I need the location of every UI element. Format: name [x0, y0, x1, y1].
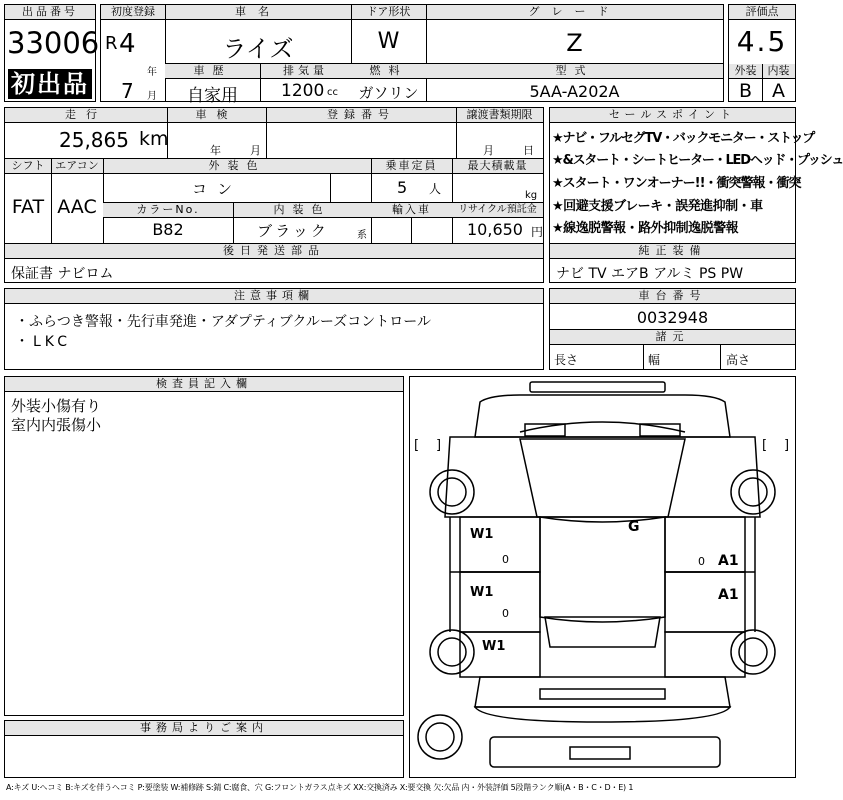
first-reg-era: R — [105, 33, 118, 54]
door-label: ドア形状 — [351, 5, 426, 20]
mark-a1-front: A1 — [718, 553, 739, 569]
interior-score: A — [772, 80, 785, 102]
sales-point-line-5: ★線逸脱警報・路外抑制逸脱警報 — [552, 221, 739, 236]
vehicle-name: ライズ — [222, 35, 294, 63]
genuine-equipment-label: 純正装備 — [550, 244, 795, 259]
recycle-unit: 円 — [531, 225, 544, 239]
fuel-label: 燃料 — [351, 64, 426, 79]
dimensions-label: 諸元 — [550, 330, 795, 345]
width-label: 幅 — [648, 353, 661, 367]
mark-zero-1: 0 — [502, 553, 509, 566]
inspector-line-2: 室内内張傷小 — [11, 416, 102, 434]
length-label: 長さ — [554, 353, 579, 367]
mark-a1-rear: A1 — [718, 587, 739, 603]
capacity-unit: 人 — [429, 182, 442, 196]
max-load-label: 最大積載量 — [452, 159, 543, 174]
sales-point-line-4: ★回避支援ブレーキ・誤発進抑制・車 — [552, 199, 763, 214]
recycle-label: リサイクル預託金 — [452, 202, 543, 218]
mark-g: G — [628, 519, 640, 535]
interior-color-suffix: 系 — [357, 230, 367, 241]
first-reg-month-unit: 月 — [147, 91, 157, 102]
sales-points-label: セールスポイント — [550, 108, 795, 123]
height-label: 高さ — [726, 353, 751, 367]
recycle-value: 10,650 — [467, 220, 523, 239]
aircon-label: エアコン — [51, 159, 103, 174]
color-no: B82 — [152, 220, 184, 239]
lot-box — [4, 4, 100, 102]
mileage-label: 走行 — [5, 108, 167, 123]
inspector-line-1: 外装小傷有り — [11, 397, 102, 415]
svg-text:[: [ — [414, 438, 420, 453]
inspector-box — [4, 376, 404, 716]
chassis-box — [549, 288, 796, 370]
inspector-label: 検査員記入欄 — [5, 377, 403, 392]
displacement: 1200 — [281, 81, 325, 101]
interior-color-value: ブラック — [257, 222, 329, 240]
capacity-label: 乗車定員 — [371, 159, 452, 174]
mileage-value: 25,865 — [59, 128, 129, 152]
grade: Z — [566, 29, 583, 57]
displacement-label: 排気量 — [260, 64, 351, 79]
details-box — [4, 107, 544, 283]
model-code: 5AA-A202A — [529, 82, 620, 101]
exterior-color-label: 外装色 — [103, 159, 371, 174]
genuine-equipment-value: ナビ TV エアB アルミ PS PW — [556, 266, 744, 282]
shift-value: FAT — [11, 196, 45, 218]
first-reg-year: 4 — [119, 29, 136, 59]
office-box — [4, 720, 404, 778]
exterior-score: B — [738, 80, 753, 102]
sales-point-line-2: ★&スタート・シートヒーター・LEDヘッド・プッシュ — [552, 153, 843, 168]
chassis-number: 0032948 — [636, 308, 709, 327]
history-label: 車歴 — [165, 64, 260, 79]
chassis-label: 車台番号 — [550, 289, 795, 304]
max-load-unit: kg — [525, 190, 538, 201]
sales-points-box — [549, 107, 843, 283]
mark-w1-front: W1 — [470, 527, 494, 542]
mark-zero-3: 0 — [698, 555, 705, 568]
transfer-day-unit: 日 — [523, 144, 534, 157]
first-reg-year-unit: 年 — [147, 67, 157, 78]
model-label: 型式 — [426, 64, 723, 79]
score-label: 評価点 — [729, 5, 795, 20]
svg-text:]: ] — [436, 438, 442, 453]
door-type: W — [377, 29, 400, 54]
inspection-month-unit: 月 — [250, 144, 261, 157]
notes-line-2: ・LKC — [15, 334, 71, 350]
score-box — [728, 4, 796, 102]
color-no-label: カラーNo. — [103, 202, 233, 218]
registration-label: 登録番号 — [266, 108, 456, 123]
grade-label: グレード — [426, 5, 723, 20]
later-parts-value: 保証書 ナビロム — [11, 266, 114, 282]
sales-point-line-1: ★ナビ・フルセグTV・バックモニター・ストップ — [552, 131, 815, 146]
first-reg-month: 7 — [121, 79, 134, 103]
inspection-year-unit: 年 — [210, 144, 221, 157]
svg-text:[: [ — [762, 438, 768, 453]
sales-point-line-3: ★スタート・ワンオーナー!!・衝突警報・衝突 — [552, 176, 801, 191]
aircon-value: AAC — [57, 196, 97, 218]
history: 自家用 — [187, 86, 238, 106]
svg-text:]: ] — [784, 438, 790, 453]
import-label: 輸入車 — [371, 202, 452, 218]
first-listing-badge: 初出品 — [8, 69, 92, 99]
notes-line-1: ・ふらつき警報・先行車発進・アダプティブクルーズコントロール — [15, 314, 431, 330]
mark-w1-mid: W1 — [470, 585, 494, 600]
capacity-value: 5 — [397, 178, 408, 197]
fuel: ガソリン — [358, 84, 419, 102]
exterior-color-value: コン — [191, 180, 242, 198]
notes-label: 注意事項欄 — [5, 289, 543, 304]
mark-zero-2: 0 — [502, 607, 509, 620]
legend: A:キズ U:ヘコミ B:キズを伴うヘコミ P:要塗装 W:補修跡 S:錆 C:腐食、穴 G:フロントガラス点キズ XX:交換済み X:要交換 欠:欠品 内・外装評価 5段階ランク順(A・B・C・D・E) 1 — [6, 783, 634, 792]
car-outline — [410, 377, 795, 777]
interior-score-label: 内装 — [762, 64, 795, 79]
notes-box — [4, 288, 544, 370]
office-label: 事務局よりご案内 — [5, 721, 403, 736]
damage-diagram — [409, 376, 796, 778]
transfer-deadline-label: 譲渡書類期限 — [456, 108, 543, 123]
transfer-month-unit: 月 — [483, 144, 494, 157]
lot-number: 33006 — [7, 26, 100, 60]
inspection-label: 車検 — [167, 108, 266, 123]
vehicle-info-box — [100, 4, 724, 106]
score-value: 4.5 — [736, 25, 788, 58]
shift-label: シフト — [5, 159, 51, 174]
mark-w1-rear: W1 — [482, 639, 506, 654]
mileage-unit: km — [139, 128, 169, 150]
name-label: 車名 — [165, 5, 351, 20]
later-parts-label: 後日発送部品 — [5, 244, 543, 259]
displacement-unit: cc — [327, 87, 338, 98]
lot-label: 出品番号 — [5, 5, 95, 20]
first-reg-label: 初度登録 — [101, 5, 165, 20]
interior-color-label: 内装色 — [233, 202, 371, 218]
exterior-score-label: 外装 — [729, 64, 762, 79]
